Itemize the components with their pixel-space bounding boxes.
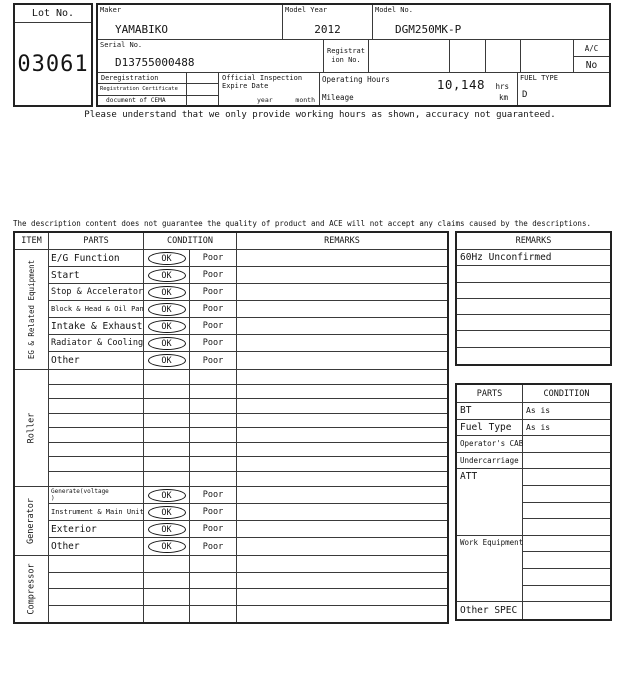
remarks-cell: [237, 504, 447, 520]
mileage-unit: km: [498, 93, 508, 102]
inspection-row: [49, 428, 447, 443]
ok-cell: [144, 472, 190, 487]
poor-value: Poor: [202, 270, 224, 280]
part-label: Other: [51, 355, 80, 366]
hours-disclaimer: Please understand that we only provide working hours as shown, accuracy not guaranteed.: [84, 110, 556, 120]
part-cell: [49, 318, 144, 334]
poor-cell: [190, 318, 237, 334]
part-label: Stop & Accelerator: [51, 287, 144, 297]
poor-cell: [190, 370, 237, 384]
spec-condition-cells: [523, 453, 610, 470]
part-label: Intake & Exhaust: [51, 320, 143, 332]
part-cell: [49, 250, 144, 266]
ok-cell: [144, 301, 190, 317]
poor-cell: [190, 487, 237, 503]
spec-condition-cell: [523, 602, 610, 619]
spec-part-label: ATT: [460, 471, 478, 483]
part-cell: [49, 352, 144, 369]
spec-condition-cell: [523, 469, 610, 486]
ok-cell: [144, 443, 190, 457]
ok-cell: [144, 318, 190, 334]
maker-label: Maker: [100, 6, 122, 14]
remarks-row: [457, 315, 610, 331]
poor-value: Poor: [202, 253, 224, 263]
spec-row-bt: [457, 403, 610, 420]
spec-condition-cell: [523, 436, 610, 453]
registration-no-label: Registration No.: [327, 46, 365, 64]
spec-row-other-spec: [457, 602, 610, 619]
inspection-row: [49, 573, 447, 590]
spec-parts-header: PARTS: [457, 385, 523, 402]
remarks-row: [457, 331, 610, 347]
model-year-cell: [283, 5, 373, 40]
remarks-row: [457, 299, 610, 315]
spec-part-cell: [457, 436, 523, 453]
part-cell: [49, 457, 144, 471]
spec-part-label: Fuel Type: [460, 421, 512, 433]
registration-no-empty-cell: [521, 40, 574, 73]
maker-cell: [98, 5, 283, 40]
part-cell: [49, 538, 144, 555]
spec-condition-cells: [523, 536, 610, 602]
spec-row-work-equipment: [457, 536, 610, 602]
item-label-cell: [15, 556, 49, 622]
poor-cell: [190, 414, 237, 428]
remarks-cell: [237, 301, 447, 317]
fuel-type-label: FUEL TYPE: [520, 74, 558, 82]
inspection-section-generator: [15, 487, 447, 556]
poor-value: Poor: [202, 507, 224, 517]
spec-panel: [455, 383, 612, 621]
ok-circled-value: OK: [148, 320, 186, 333]
poor-cell: [190, 284, 237, 300]
spec-condition-cell: [523, 453, 610, 470]
poor-cell: [190, 399, 237, 413]
operating-hours-value: 10,148: [436, 77, 485, 92]
spec-condition-cell: [523, 519, 610, 536]
remarks-cell: [237, 472, 447, 487]
spec-part-cell: [457, 602, 523, 619]
registration-certificate-check-cell: [187, 84, 218, 94]
ok-cell: [144, 487, 190, 503]
ok-cell: [144, 352, 190, 369]
part-label: Generate(voltage): [51, 487, 109, 502]
section-rows: [49, 370, 447, 486]
inspection-section-compressor: [15, 556, 447, 622]
spec-panel-header: [457, 385, 610, 403]
part-label: Other: [51, 541, 80, 552]
ok-cell: [144, 589, 190, 605]
part-cell: [49, 370, 144, 384]
part-label: Start: [51, 269, 80, 281]
ac-cell: [574, 40, 609, 73]
remarks-cell: [237, 385, 447, 399]
remarks-cell: [237, 589, 447, 605]
poor-cell: [190, 589, 237, 605]
remarks-cell: [237, 335, 447, 351]
document-of-cema-row: [98, 96, 218, 106]
ok-cell: [144, 606, 190, 623]
ok-cell: [144, 284, 190, 300]
item-label-cell: [15, 370, 49, 486]
inspection-row: [49, 370, 447, 385]
section-label: Compressor: [26, 563, 37, 615]
part-label: Instrument & Main Unit: [51, 508, 144, 516]
spec-condition-cell: [523, 569, 610, 586]
spec-part-cell: [457, 469, 523, 535]
spec-condition-cells: [523, 602, 610, 619]
documents-block: [98, 73, 219, 105]
part-cell: [49, 556, 144, 572]
ok-cell: [144, 556, 190, 572]
condition-header: CONDITION: [144, 233, 237, 249]
spec-condition-cells: [523, 403, 610, 420]
ok-circled-value: OK: [148, 252, 186, 265]
serial-no-label: Serial No.: [100, 41, 143, 49]
poor-cell: [190, 606, 237, 623]
part-cell: [49, 487, 144, 503]
mileage-label: Mileage: [322, 93, 354, 102]
parts-header: PARTS: [49, 233, 144, 249]
spec-condition-cell: [523, 486, 610, 503]
poor-cell: [190, 457, 237, 471]
inspection-row: [49, 267, 447, 284]
remarks-row: [457, 348, 610, 364]
lot-label: Lot No.: [15, 5, 91, 23]
inspection-section-eg-related-equipment: [15, 250, 447, 370]
part-cell: [49, 443, 144, 457]
registration-no-empty-cell: [450, 40, 486, 73]
poor-cell: [190, 443, 237, 457]
part-cell: [49, 521, 144, 537]
remarks-cell: [237, 606, 447, 623]
spec-condition-cell: [523, 420, 610, 437]
section-label: Roller: [26, 412, 37, 444]
inspection-row: [49, 457, 447, 472]
remarks-cell: [237, 556, 447, 572]
poor-value: Poor: [202, 355, 224, 366]
inspection-row: [49, 250, 447, 267]
poor-value: Poor: [202, 287, 224, 297]
ok-circled-value: OK: [148, 506, 186, 519]
year-label: year: [257, 96, 273, 104]
inspection-row: [49, 399, 447, 414]
spec-condition-cell: [523, 586, 610, 603]
part-cell: [49, 385, 144, 399]
remarks-row: [457, 283, 610, 299]
spec-condition-cells: [523, 469, 610, 535]
inspection-row: [49, 335, 447, 352]
operating-hours-unit: hrs: [495, 82, 509, 91]
ok-cell: [144, 538, 190, 555]
part-cell: [49, 589, 144, 605]
remarks-text: 60Hz Unconfirmed: [460, 252, 552, 264]
part-cell: [49, 606, 144, 623]
remarks-cell: [237, 250, 447, 266]
ok-cell: [144, 573, 190, 589]
part-cell: [49, 428, 144, 442]
inspection-row: [49, 414, 447, 429]
part-cell: [49, 267, 144, 283]
ok-cell: [144, 370, 190, 384]
document-of-cema-check-cell: [187, 96, 218, 106]
item-header: ITEM: [15, 233, 49, 249]
spec-condition-cells: [523, 436, 610, 453]
ok-circled-value: OK: [148, 354, 186, 367]
model-no-value: DGM250MK-P: [395, 23, 462, 36]
remarks-cell: [237, 487, 447, 503]
inspection-row: [49, 487, 447, 504]
ok-cell: [144, 250, 190, 266]
section-label: EG & Related Equipment: [27, 259, 36, 360]
part-label: Block & Head & Oil Pan: [51, 305, 144, 313]
poor-value: Poor: [202, 321, 224, 331]
remarks-row: [457, 250, 610, 266]
poor-cell: [190, 301, 237, 317]
part-cell: [49, 399, 144, 413]
section-rows: [49, 250, 447, 369]
poor-cell: [190, 428, 237, 442]
ok-cell: [144, 428, 190, 442]
deregistration-label: Deregistration: [98, 73, 187, 83]
inspection-row: [49, 443, 447, 458]
ok-cell: [144, 414, 190, 428]
document-of-cema-label: document of CEMA: [98, 96, 187, 106]
official-inspection-label-line2: Expire Date: [222, 82, 269, 90]
registration-certificate-row: [98, 84, 218, 95]
part-cell: [49, 504, 144, 520]
poor-value: Poor: [202, 524, 224, 534]
spec-condition-cell: [523, 403, 610, 420]
inspection-table-body: [15, 250, 447, 622]
part-cell: [49, 472, 144, 487]
ok-cell: [144, 335, 190, 351]
poor-value: Poor: [202, 304, 224, 314]
spec-part-label: Other SPEC: [460, 604, 518, 616]
registration-no-empty-cell: [369, 40, 450, 73]
inspection-section-roller: [15, 370, 447, 487]
part-label: Radiator & Cooling: [51, 338, 144, 348]
inspection-row: [49, 352, 447, 369]
lot-number: 03061: [17, 52, 89, 77]
remarks-row: [457, 266, 610, 282]
spec-condition-cells: [523, 420, 610, 437]
remarks-panel-header: REMARKS: [457, 233, 610, 250]
official-inspection-cell: [219, 73, 320, 105]
spec-row-fuel-type: [457, 420, 610, 437]
remarks-cell: [237, 457, 447, 471]
remarks-cell: [237, 318, 447, 334]
spec-part-cell: [457, 403, 523, 420]
serial-no-cell: [98, 40, 324, 73]
description-disclaimer: The description content does not guarantee the quality of product and ACE will not accept any claims caused by the descriptions.: [13, 219, 591, 228]
item-label-cell: [15, 487, 49, 555]
ok-circled-value: OK: [148, 337, 186, 350]
remarks-panel: [455, 231, 612, 366]
remarks-cell: [237, 284, 447, 300]
official-inspection-label-line1: Official Inspection: [222, 74, 303, 82]
section-rows: [49, 556, 447, 622]
registration-no-cell: [324, 40, 369, 73]
remarks-cell: [237, 538, 447, 555]
ok-cell: [144, 504, 190, 520]
poor-cell: [190, 250, 237, 266]
ok-circled-value: OK: [148, 286, 186, 299]
spec-row-undercarriage: [457, 453, 610, 470]
inspection-table: [13, 231, 449, 624]
ac-value: No: [585, 59, 598, 71]
ok-circled-value: OK: [148, 540, 186, 553]
ok-cell: [144, 399, 190, 413]
ok-circled-value: OK: [148, 489, 186, 502]
part-cell: [49, 284, 144, 300]
ok-circled-value: OK: [148, 523, 186, 536]
part-cell: [49, 301, 144, 317]
ok-circled-value: OK: [148, 303, 186, 316]
spec-row-operator-s-cab: [457, 436, 610, 453]
poor-cell: [190, 521, 237, 537]
part-label: E/G Function: [51, 252, 120, 264]
ok-cell: [144, 457, 190, 471]
section-label: Generator: [26, 497, 37, 545]
remarks-cell: [237, 573, 447, 589]
inspection-table-header: [15, 233, 447, 250]
poor-cell: [190, 573, 237, 589]
month-label: month: [295, 96, 315, 104]
remarks-cell: [237, 521, 447, 537]
remarks-cell: [237, 370, 447, 384]
part-cell: [49, 335, 144, 351]
spec-panel-body: [457, 403, 610, 619]
remarks-cell: [237, 267, 447, 283]
inspection-row: [49, 606, 447, 623]
maker-value: YAMABIKO: [115, 23, 168, 36]
poor-value: Poor: [202, 338, 224, 348]
part-cell: [49, 573, 144, 589]
model-no-label: Model No.: [375, 6, 413, 14]
poor-cell: [190, 504, 237, 520]
poor-cell: [190, 335, 237, 351]
fuel-type-cell: [518, 73, 609, 105]
inspection-row: [49, 538, 447, 555]
lot-box: [13, 3, 93, 107]
ok-cell: [144, 267, 190, 283]
spec-part-label: Operator's CAB: [460, 439, 524, 449]
spec-condition-header: CONDITION: [543, 388, 590, 399]
poor-cell: [190, 472, 237, 487]
poor-cell: [190, 385, 237, 399]
ok-circled-value: OK: [148, 269, 186, 282]
registration-no-empty-cell: [486, 40, 521, 73]
ok-cell: [144, 521, 190, 537]
spec-condition-cell: [523, 503, 610, 520]
poor-cell: [190, 538, 237, 555]
part-cell: [49, 414, 144, 428]
inspection-row: [49, 284, 447, 301]
ac-label: A/C: [574, 40, 609, 57]
spec-row-att: [457, 469, 610, 535]
remarks-cell: [237, 399, 447, 413]
spec-part-label: BT: [460, 405, 472, 417]
spec-part-label: Work Equipment: [460, 537, 524, 547]
poor-cell: [190, 556, 237, 572]
poor-cell: [190, 267, 237, 283]
spec-condition-cell: [523, 536, 610, 553]
model-year-label: Model Year: [285, 6, 328, 14]
item-label-cell: [15, 250, 49, 369]
remarks-cell: [237, 443, 447, 457]
inspection-row: [49, 472, 447, 487]
deregistration-check-cell: [187, 73, 218, 83]
model-no-cell: [373, 5, 609, 40]
inspection-row: [49, 385, 447, 400]
remarks-cell: [237, 352, 447, 369]
operating-hours-cell: [320, 73, 518, 105]
inspection-row: [49, 301, 447, 318]
spec-part-cell: [457, 453, 523, 470]
part-label: Exterior: [51, 523, 97, 535]
poor-value: Poor: [202, 490, 224, 500]
poor-value: Poor: [202, 541, 224, 552]
ok-cell: [144, 385, 190, 399]
deregistration-row: [98, 73, 218, 84]
remarks-panel-body: [457, 250, 610, 364]
spec-part-cell: [457, 536, 523, 602]
spec-condition-value: As is: [526, 406, 551, 416]
inspection-row: [49, 318, 447, 335]
remarks-cell: [237, 428, 447, 442]
spec-condition-cell: [523, 552, 610, 569]
model-year-value: 2012: [314, 23, 341, 36]
poor-cell: [190, 352, 237, 369]
spec-part-cell: [457, 420, 523, 437]
remarks-cell: [237, 414, 447, 428]
remarks-header: REMARKS: [324, 236, 360, 246]
operating-hours-label: Operating Hours: [322, 75, 390, 84]
inspection-row: [49, 504, 447, 521]
spec-part-label: Undercarriage: [460, 456, 519, 466]
fuel-type-value: D: [522, 90, 528, 100]
inspection-row: [49, 556, 447, 573]
inspection-row: [49, 589, 447, 606]
inspection-row: [49, 521, 447, 538]
section-rows: [49, 487, 447, 555]
header-table: [96, 3, 611, 107]
spec-condition-value: As is: [526, 422, 551, 432]
registration-certificate-label: Registration Certificate: [98, 84, 187, 94]
serial-no-value: D13755000488: [115, 56, 195, 69]
